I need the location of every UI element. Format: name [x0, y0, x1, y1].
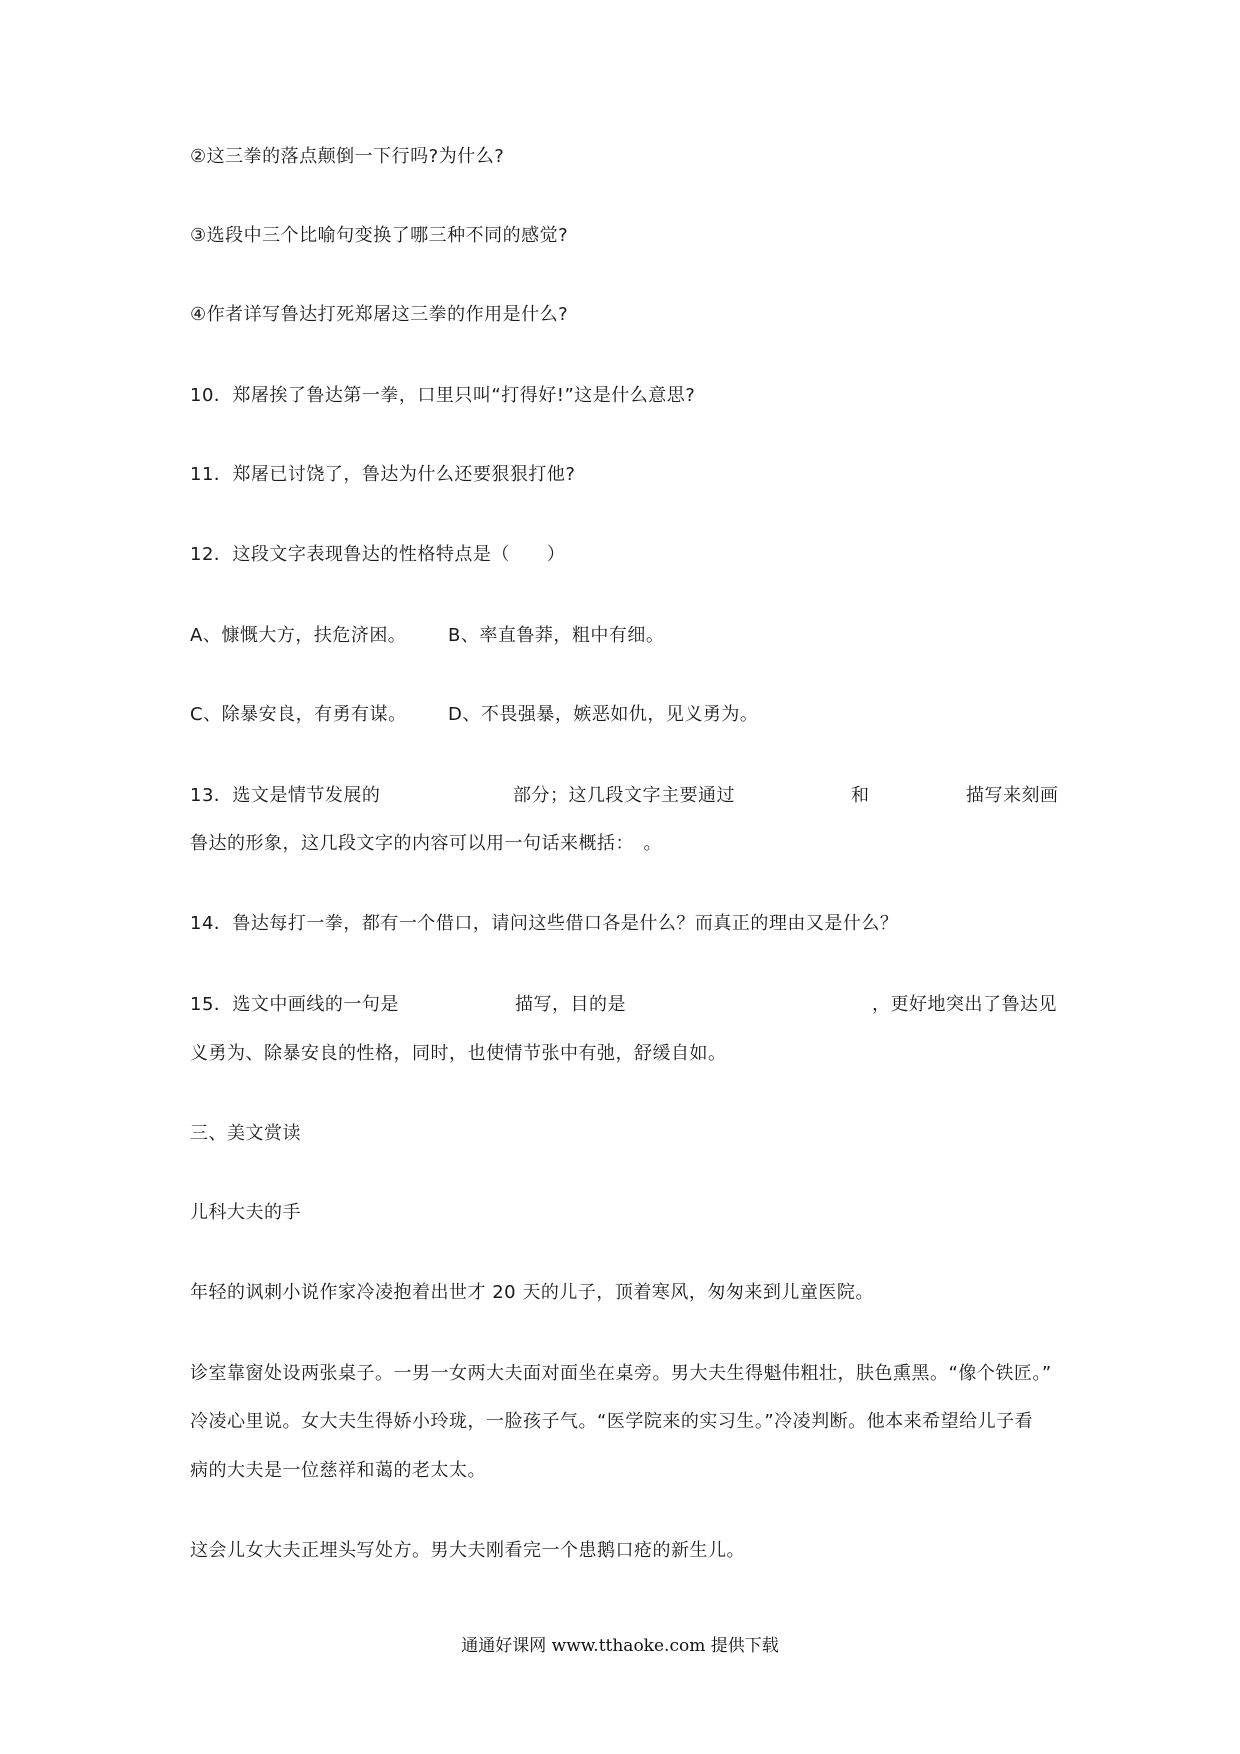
article-paragraph-2-line-2: 冷凌心里说。女大夫生得娇小玲珑，一脸孩子气。“医学院来的实习生。”冷凌判断。他本来希望给儿子看 — [190, 1411, 1034, 1432]
question-15-part-3: ，更好地突出了鲁达见 — [872, 994, 1057, 1015]
question-15-part-2: 描写，目的是 — [515, 994, 626, 1015]
question-13-part-1: 13．选文是情节发展的 — [190, 785, 381, 806]
question-12: 12．这段文字表现鲁达的性格特点是（ ） — [190, 544, 566, 565]
question-13-part-3: 和 — [851, 785, 870, 806]
question-12-option-a: A、慷慨大方，扶危济困。 — [190, 625, 407, 646]
question-14: 14．鲁达每打一拳，都有一个借口，请问这些借口各是什么？而真正的理由又是什么？ — [190, 913, 899, 934]
question-13-line-2: 鲁达的形象，这几段文字的内容可以用一句话来概括： 。 — [190, 833, 662, 854]
question-13-part-2: 部分；这几段文字主要通过 — [513, 785, 735, 806]
question-9-2: ②这三拳的落点颠倒一下行吗?为什么? — [190, 146, 505, 167]
question-12-option-b: B、率直鲁莽，粗中有细。 — [448, 625, 665, 646]
question-10: 10．郑屠挨了鲁达第一拳，口里只叫“打得好!”这是什么意思? — [190, 385, 696, 406]
question-11: 11．郑屠已讨饶了，鲁达为什么还要狠狠打他? — [190, 464, 576, 485]
article-paragraph-2-line-3: 病的大夫是一位慈祥和蔼的老太太。 — [190, 1460, 486, 1481]
question-12-option-c: C、除暴安良，有勇有谋。 — [190, 704, 407, 725]
question-15-part-1: 15．选文中画线的一句是 — [190, 994, 399, 1015]
question-9-4: ④作者详写鲁达打死郑屠这三拳的作用是什么? — [190, 304, 569, 325]
question-12-option-d: D、不畏强暴，嫉恶如仇，见义勇为。 — [448, 704, 759, 725]
question-9-3: ③选段中三个比喻句变换了哪三种不同的感觉? — [190, 225, 569, 246]
question-13-part-4: 描写来刻画 — [966, 785, 1059, 806]
page-footer: 通通好课网 www.tthaoke.com 提供下载 — [461, 1636, 779, 1656]
article-paragraph-3: 这会儿女大夫正埋头写处方。男大夫刚看完一个患鹅口疮的新生儿。 — [190, 1540, 745, 1561]
section-heading: 三、美文赏读 — [190, 1123, 301, 1144]
article-paragraph-2-line-1: 诊室靠窗处设两张桌子。一男一女两大夫面对面坐在桌旁。男大夫生得魁伟粗壮，肤色熏黑。“像个铁匠。” — [190, 1363, 1052, 1384]
article-title: 儿科大夫的手 — [190, 1202, 301, 1223]
article-paragraph-1: 年轻的讽刺小说作家冷凌抱着出世才 20 天的儿子，顶着寒风，匆匆来到儿童医院。 — [190, 1282, 874, 1303]
question-15-line-2: 义勇为、除暴安良的性格，同时，也使情节张中有弛，舒缓自如。 — [190, 1043, 727, 1064]
